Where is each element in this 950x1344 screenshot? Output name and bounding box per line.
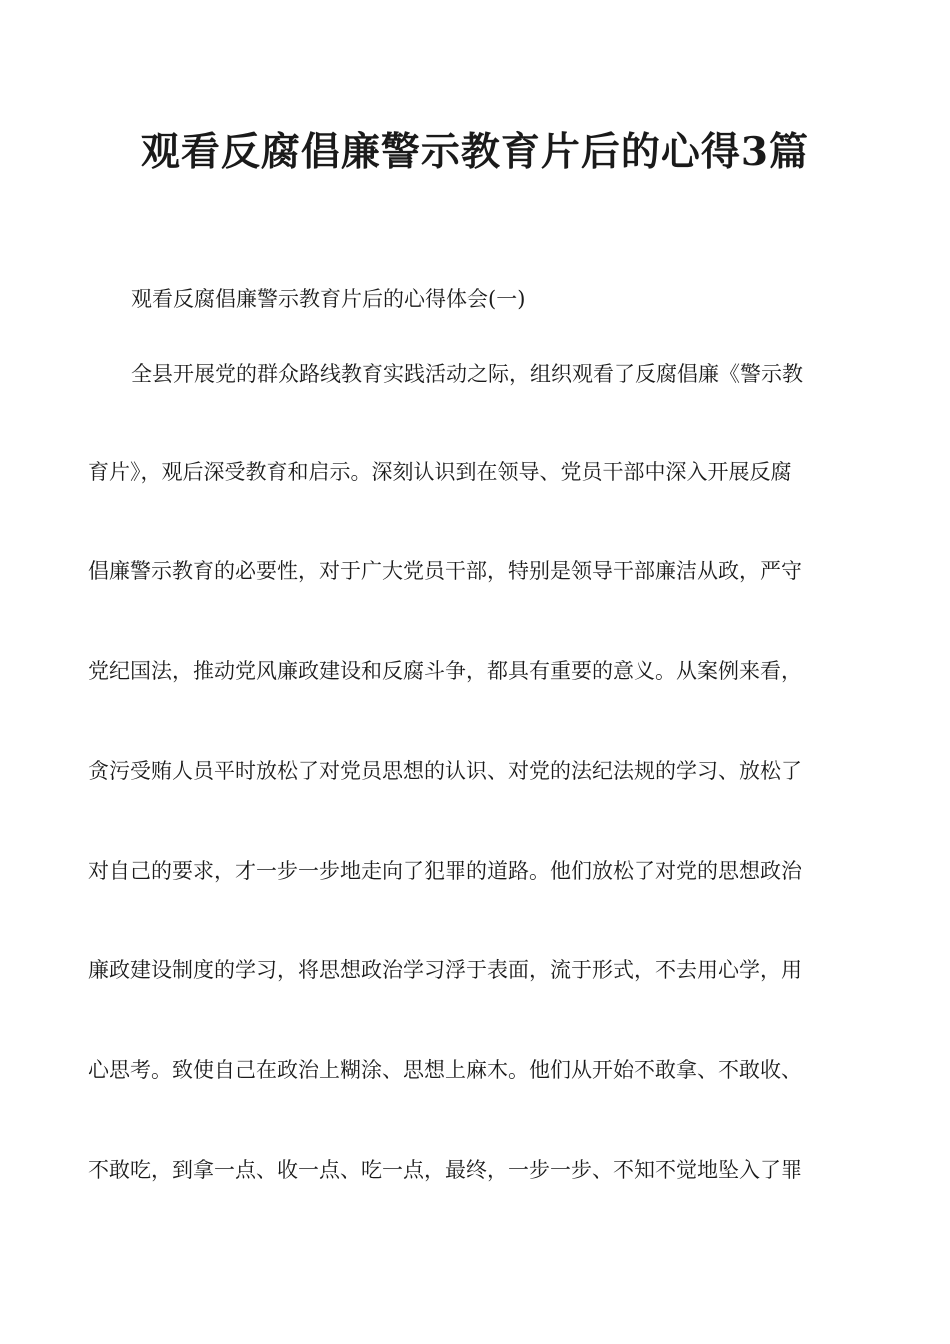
paragraph-line: 对自己的要求，才一步一步地走向了犯罪的道路。他们放松了对党的思想政治 bbox=[88, 859, 802, 883]
paragraph-line: 廉政建设制度的学习，将思想政治学习浮于表面，流于形式，不去用心学，用 bbox=[88, 958, 802, 982]
paragraph-line: 不敢吃，到拿一点、收一点、吃一点，最终，一步一步、不知不觉地坠入了罪 bbox=[88, 1158, 802, 1182]
paragraph-line: 倡廉警示教育的必要性，对于广大党员干部，特别是领导干部廉洁从政，严守 bbox=[88, 559, 802, 583]
document-title: 观看反腐倡廉警示教育片后的心得3篇 bbox=[140, 129, 810, 175]
section-subtitle: 观看反腐倡廉警示教育片后的心得体会(一) bbox=[131, 287, 526, 311]
paragraph-line: 育片》，观后深受教育和启示。深刻认识到在领导、党员干部中深入开展反腐 bbox=[88, 460, 792, 484]
paragraph-line: 全县开展党的群众路线教育实践活动之际，组织观看了反腐倡廉《警示教 bbox=[131, 362, 803, 386]
paragraph-line: 心思考。致使自己在政治上糊涂、思想上麻木。他们从开始不敢拿、不敢收、 bbox=[88, 1058, 802, 1082]
paragraph-line: 贪污受贿人员平时放松了对党员思想的认识、对党的法纪法规的学习、放松了 bbox=[88, 759, 802, 783]
paragraph-line: 党纪国法，推动党风廉政建设和反腐斗争，都具有重要的意义。从案例来看， bbox=[88, 659, 802, 683]
